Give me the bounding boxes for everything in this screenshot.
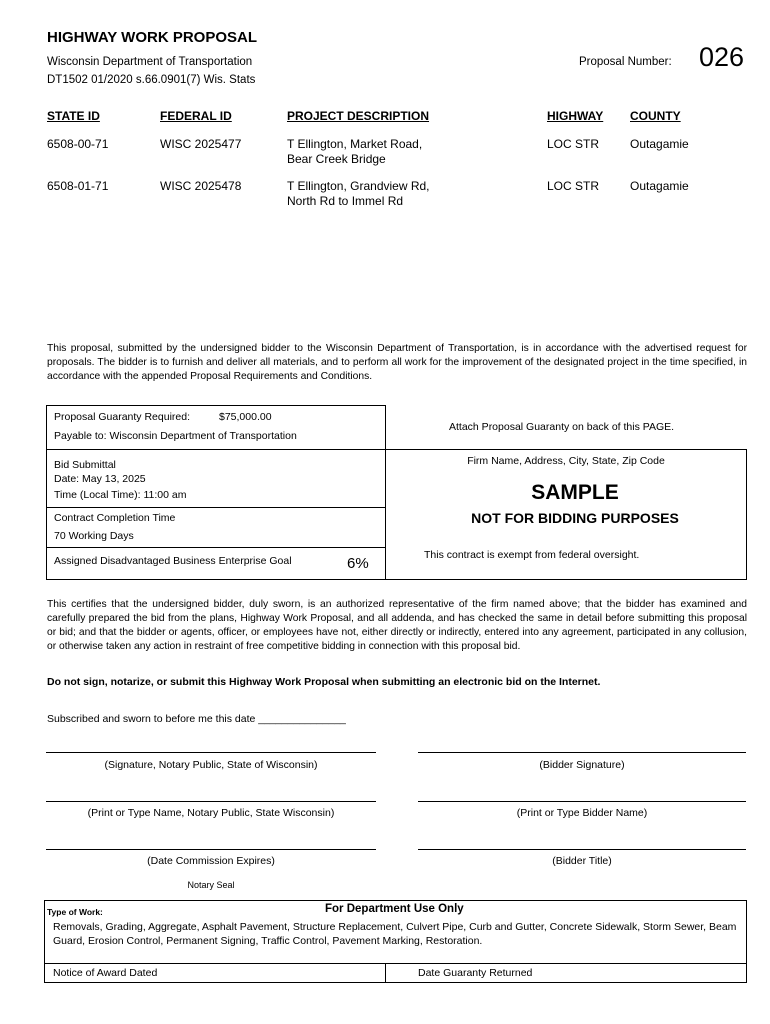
notary-name-caption: (Print or Type Name, Notary Public, State Wisconsin) <box>87 807 335 819</box>
form-title: HIGHWAY WORK PROPOSAL <box>47 29 258 46</box>
sample-watermark: SAMPLE <box>531 481 619 504</box>
guaranty-payable-to: Payable to: Wisconsin Department of Transportation <box>54 430 297 442</box>
bidder-name-line[interactable] <box>418 801 746 802</box>
agency-name: Wisconsin Department of Transportation <box>47 56 253 68</box>
dbe-goal-label: Assigned Disadvantaged Business Enterprise Goal <box>54 555 292 567</box>
guaranty-returned-label: Date Guaranty Returned <box>418 967 533 979</box>
row2-highway: LOC STR <box>547 179 600 193</box>
dbe-goal-value: 6% <box>347 555 369 572</box>
bidder-signature-caption: (Bidder Signature) <box>539 759 625 771</box>
bid-time: Time (Local Time): 11:00 am <box>54 489 187 501</box>
row1-highway: LOC STR <box>547 137 600 151</box>
completion-label: Contract Completion Time <box>54 512 176 524</box>
notary-seal-label: Notary Seal <box>187 880 235 890</box>
bidder-title-line[interactable] <box>418 849 746 850</box>
notary-signature-caption: (Signature, Notary Public, State of Wisconsin) <box>104 759 318 771</box>
intro-paragraph: This proposal, submitted by the undersigned bidder to the Wisconsin Department of Transportation, is in accordance with the advertised request for proposals. The bidder is to furnish and deliver all materials, and to perform all work for the improvement of the designated project in the time specified, in accordance with the appended Proposal Requirements and Conditions. <box>47 343 747 382</box>
row1-federal-id: WISC 2025477 <box>160 137 242 151</box>
notary-signature-line[interactable] <box>46 752 376 753</box>
row2-desc-line1: T Ellington, Grandview Rd, <box>287 179 430 193</box>
notary-name-line[interactable] <box>46 801 376 802</box>
guaranty-required-label: Proposal Guaranty Required: <box>54 411 190 423</box>
subscribed-sworn-line: Subscribed and sworn to before me this date _______________ <box>47 713 346 725</box>
notice-of-award-label: Notice of Award Dated <box>53 967 158 979</box>
proposal-number-label: Proposal Number: <box>579 56 672 68</box>
bidder-signature-line[interactable] <box>418 752 746 753</box>
type-of-work-label: Type of Work: <box>47 907 103 917</box>
bidder-title-caption: (Bidder Title) <box>552 855 612 867</box>
form-reference: DT1502 01/2020 s.66.0901(7) Wis. Stats <box>47 74 256 86</box>
row2-federal-id: WISC 2025478 <box>160 179 242 193</box>
row2-state-id: 6508-01-71 <box>47 179 109 193</box>
bidder-name-caption: (Print or Type Bidder Name) <box>516 807 648 819</box>
commission-expires-caption: (Date Commission Expires) <box>147 855 275 867</box>
row1-desc-line2: Bear Creek Bridge <box>287 152 386 166</box>
commission-expires-line[interactable] <box>46 849 376 850</box>
guaranty-amount: $75,000.00 <box>219 411 272 423</box>
col-county: COUNTY <box>630 109 681 123</box>
row1-county: Outagamie <box>630 137 689 151</box>
bid-submittal-label: Bid Submittal <box>54 459 116 471</box>
department-use-heading: For Department Use Only <box>325 903 464 915</box>
row1-desc-line1: T Ellington, Market Road, <box>287 137 423 151</box>
attach-guaranty-note: Attach Proposal Guaranty on back of this PAGE. <box>449 421 675 433</box>
type-of-work-list: Removals, Grading, Aggregate, Asphalt Pavement, Structure Replacement, Culvert Pipe, Curb and Gutter, Concrete Sidewalk, Storm Sewer, Beam Guard, Erosion Control, Permanent Signing, Traffic Control, Pavement Marking, Restoration. <box>53 921 737 947</box>
row2-county: Outagamie <box>630 179 689 193</box>
bid-date: Date: May 13, 2025 <box>54 473 146 485</box>
firm-info-label: Firm Name, Address, City, State, Zip Code <box>467 455 665 467</box>
electronic-bid-warning: Do not sign, notarize, or submit this Highway Work Proposal when submitting an electronic bid on the Internet. <box>47 676 601 688</box>
completion-value: 70 Working Days <box>54 530 134 542</box>
proposal-number: 026 <box>699 42 745 72</box>
row1-state-id: 6508-00-71 <box>47 137 109 151</box>
federal-oversight-note: This contract is exempt from federal oversight. <box>424 549 640 561</box>
col-state-id: STATE ID <box>47 109 100 123</box>
col-highway: HIGHWAY <box>547 109 604 123</box>
certification-paragraph: This certifies that the undersigned bidder, duly sworn, is an authorized representative of the firm named above; that the bidder has examined and carefully prepared the bid from the plans, Highway Work Proposal, and all addenda, and has checked the same in detail before submitting this proposal or bid; and that the bidder or agents, officer, or employees have not, either directly or indirectly, entered into any agreement, participated in any collusion, or otherwise taken any action in restraint of free competitive bidding in connection with this proposal bid. <box>47 599 747 652</box>
row2-desc-line2: North Rd to Immel Rd <box>287 194 404 208</box>
col-federal-id: FEDERAL ID <box>160 109 232 123</box>
not-for-bidding-label: NOT FOR BIDDING PURPOSES <box>471 510 679 526</box>
col-project-description: PROJECT DESCRIPTION <box>287 109 430 123</box>
